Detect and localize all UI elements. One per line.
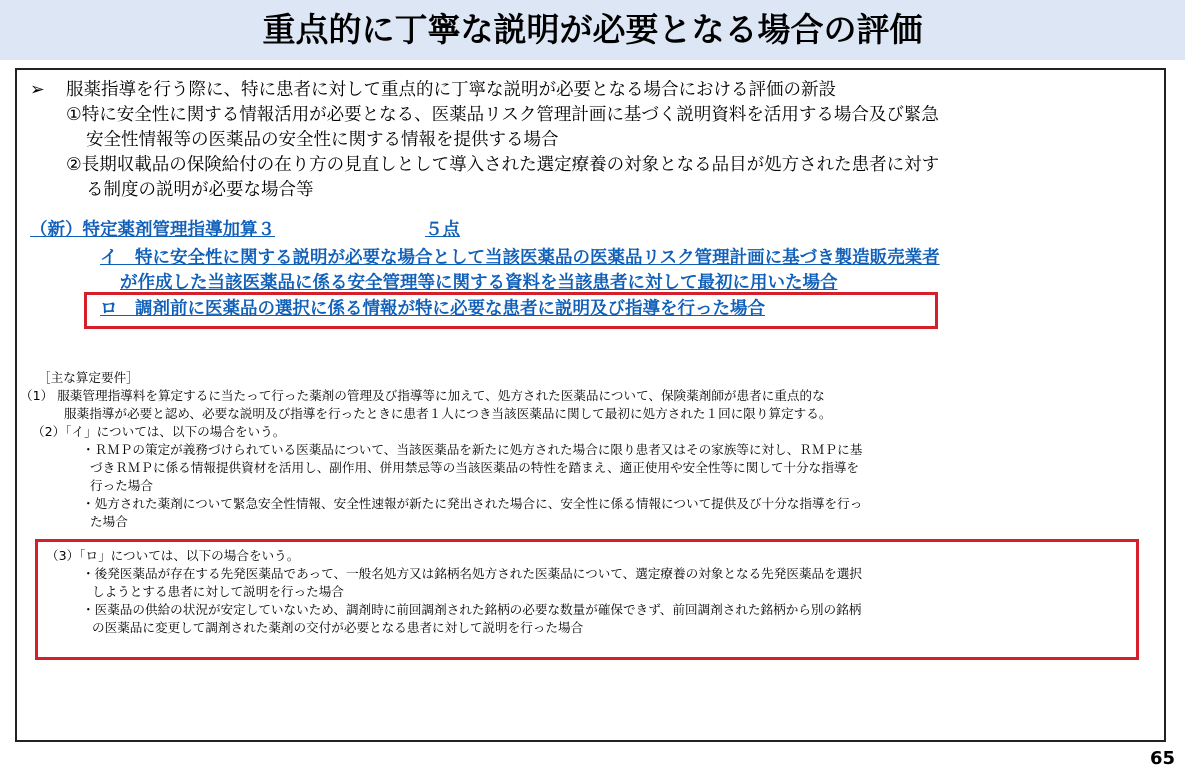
req3-b-line1: ・医薬品の供給の状況が安定していないため、調剤時に前回調剤された銘柄の必要な数量が確保できず、前回調剤された銘柄から別の銘柄 (82, 602, 862, 617)
addition-points: ５点 (425, 220, 460, 240)
intro-item2-line1: ②長期収載品の保険給付の在り方の見直しとして導入された選定療養の対象となる品目が処方された患者に対す (66, 155, 940, 175)
addition-i-line1: イ 特に安全性に関する説明が必要な場合として当該医薬品の医薬品リスク管理計画に基づき製造販売業者 (100, 248, 940, 268)
addition-i-line2: が作成した当該医薬品に係る安全管理等に関する資料を当該患者に対して最初に用いた場合 (120, 273, 838, 293)
intro-lead: 服薬指導を行う際に、特に患者に対して重点的に丁寧な説明が必要となる場合における評価の新設 (66, 80, 836, 100)
addition-name: （新）特定薬剤管理指導加算３ (30, 220, 275, 240)
intro-item1-line2: 安全性情報等の医薬品の安全性に関する情報を提供する場合 (86, 130, 559, 150)
req2-heading: （2）「イ」については、以下の場合をいう。 (32, 424, 286, 439)
page-title: 重点的に丁寧な説明が必要となる場合の評価 (262, 10, 923, 49)
intro-item2-line2: る制度の説明が必要な場合等 (86, 180, 314, 200)
req3-a-line1: ・後発医薬品が存在する先発医薬品であって、一般名処方又は銘柄名処方された医薬品について、選定療養の対象となる先発医薬品を選択 (82, 566, 862, 581)
req2-a-line3: 行った場合 (90, 478, 153, 493)
page-number: 65 (1149, 748, 1175, 769)
req2-b-line1: ・処方された薬剤について緊急安全性情報、安全性速報が新たに発出された場合に、安全性に係る情報について提供及び十分な指導を行っ (82, 496, 863, 511)
req2-a-line1: ・ＲＭＰの策定が義務づけられている医薬品について、当該医薬品を新たに処方された場合に限り患者又はその家族等に対し、ＲＭＰに基 (82, 442, 863, 457)
req2-b-clip (90, 513, 290, 539)
bullet-icon: ➢ (30, 80, 45, 100)
intro-item1-line1: ①特に安全性に関する情報活用が必要となる、医薬品リスク管理計画に基づく説明資料を活用する場合及び緊急 (66, 105, 939, 125)
req3-a-line2: しようとする患者に対して説明を行った場合 (92, 584, 344, 599)
req1-line2: 服薬指導が必要と認め、必要な説明及び指導を行ったときに患者１人につき当該医薬品に関して最初に処方された１回に限り算定する。 (64, 406, 832, 421)
req2-b-line2: た場合 (90, 514, 128, 529)
req2-a-line2: づきＲＭＰに係る情報提供資材を活用し、副作用、併用禁忌等の当該医薬品の特性を踏まえ、適正使用や安全性等に関して十分な指導を (90, 460, 859, 475)
addition-ro: ロ 調剤前に医薬品の選択に係る情報が特に必要な患者に説明及び指導を行った場合 (100, 299, 765, 319)
requirements-heading: ［主な算定要件］ (38, 370, 139, 385)
req3-heading: （3）「ロ」については、以下の場合をいう。 (46, 548, 300, 563)
req1-line1: （1） 服薬管理指導料を算定するに当たって行った薬剤の管理及び指導等に加えて、処方された医薬品について、保険薬剤師が患者に重点的な (20, 388, 825, 403)
req3-b-line2: の医薬品に変更して調剤された薬剤の交付が必要となる患者に対して説明を行った場合 (92, 620, 584, 635)
